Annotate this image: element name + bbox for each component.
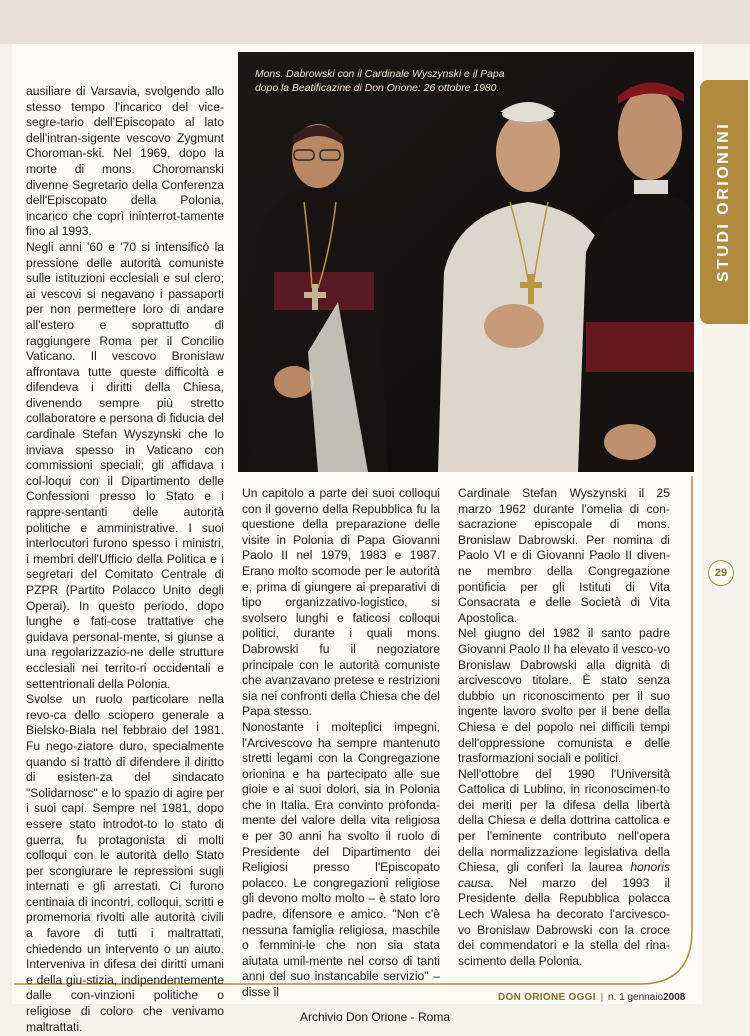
issue-year: 2008 — [663, 992, 686, 1003]
text-column-1 — [26, 84, 224, 1034]
text-column-2 — [242, 486, 440, 999]
footer-issue-info — [498, 992, 685, 1003]
paragraph-text: Nell'ottobre del 1990 l'Università Cattolica di Lublino, in riconoscimen-to dei meriti per la difesa della libertà della Chiesa e della dottrina cattolica e per l'eminente contributo nell'opera della normalizzazione legislativa della Chiesa, gli conferì la laurea — [458, 766, 670, 875]
issue-label: n. 1 gennaio — [608, 992, 664, 1003]
magazine-name: DON ORIONE OGGI — [498, 992, 596, 1003]
paragraph: ausiliare di Varsavia, svolgendo allo stesso tempo l'incarico del vice-segre-tario dell'Episcopato al lato dell'intran-sigente vescovo Zygmunt Choroman-ski. Nel 1969, dopo la morte di mons. Choromanski divenne Segretario della Conferenza dell'Episcopato della Polonia, incarico che coprì ininterrot-tamente fino al 1993. — [26, 84, 224, 239]
paragraph: Un capitolo a parte dei suoi colloqui con il governo della Repubblica fu la questione della preparazione delle visite in Polonia di Papa Giovanni Paolo II nel 1979, 1983 e 1987. Erano molto scomode per le autorità e, prima di giungere ai preparativi di tipo organizzativo-logistico, si svolsero lunghi e faticosi colloqui politici, durante i quali mons. Dabrowski fu il negoziatore principale con le autorità comuniste che avanzavano pretese e restrizioni sia nei confronti della Chiesa che del Papa stesso. — [242, 486, 440, 719]
paragraph-text: . Nel marzo del 1993 il Presidente della Repubblica polacca Lech Walesa ha decorato l'arcivesco-vo Bronislaw Dabrowski con la croce dei commendatori e la stella del rina-scimento della Polonia. — [458, 875, 670, 968]
paragraph — [458, 767, 670, 970]
section-tab — [700, 80, 748, 324]
photo-caption: Mons. Dabrowski con il Cardinale Wyszynski e il Papa dopo la Beatificazine di Don Orione: 26 ottobre 1980. — [255, 69, 505, 94]
paragraph: Negli anni '60 e '70 si intensificò la pressione delle autorità comuniste sulle istituzioni ecclesiali e sul clero; ai vescovi si negavano i passaporti per non permettere loro di andare all'estero e soprattutto di raggiungere Roma per il Concilio Vaticano. Il vescovo Bronislaw affrontava tutte queste difficoltà e difendeva i diritti della Chiesa, divenendo sempre più stretto collaboratore e persona di fiducia del cardinale Stefan Wyszynski che lo inviava spesso in Vaticano con commissioni speciali; gli affidava i col-loqui con il Dipartimento delle Confessioni presso lo Stato e i rappre-sentanti delle autorità politiche e amministrative. I suoi interlocutori furono spesso i ministri, i membri dell'Ufficio della Politica e i segretari del Comitato Centrale di PZPR (Partito Polacco Unito degli Operai). In questo periodo, dopo lunghe e fati-cose trattative che guidava personal-mente, si giunse a una regolarizzazio-ne delle strutture ecclesiali nei territo-ri occidentali e settentrionali della Polonia. — [26, 239, 224, 691]
page-number: 29 — [708, 560, 734, 586]
text-column-3 — [458, 486, 670, 970]
archive-credit: Archivio Don Orione - Roma — [299, 1010, 451, 1024]
italic-phrase: honoris causa — [458, 860, 670, 890]
section-tab-label: STUDI ORIONINI — [715, 121, 732, 283]
paragraph: Nel giugno del 1982 il santo padre Giovanni Paolo II ha elevato il vesco-vo Bronislaw Dabrowski alla dignità di arcivescovo titolare. È stato senza dubbio un riconoscimento per il suo ingente lavoro svolto per il bene della Chiesa e del popolo nei difficili tempi dell'oppressione comunista e delle trasformazioni sociali e politici. — [458, 626, 670, 766]
footer-separator: | — [600, 992, 604, 1003]
photo-illustration — [238, 52, 694, 472]
paragraph: Nonostante i molteplici impegni, l'Arcivescovo ha sempre mantenuto stretti legami con la Congregazione orionina e ha partecipato alle sue gioie e ai suoi dolori, sia in Polonia che in Italia. Era convinto profonda-mente del valore della vita religiosa e per 30 anni ha svolto il ruolo di Presidente del Dipartimento dei Religiosi presso l'Episcopato polacco. Le congregazioni religiose gli devono molto molto – è stato loro padre, difensore e amico. "Non c'è nessuna famiglia religiosa, maschile o femmini-le che non sia stata aiutata umil-mente nel corso di tanti anni del suo instancabile servizio" – disse il — [242, 719, 440, 999]
paragraph: Svolse un ruolo particolare nella revo-ca dello sciopero generale a Bielsko-Biala nel febbraio del 1981. Fu nego-ziatore duro, specialmente quando si trattò di difendere il diritto di esisten-za del sindacato "Solidarnosc" e lo spazio di agire per i suoi capi. Sempre nel 1981, dopo essere stato introdot-to lo stato di guerra, fu protagonista di molti colloqui con le autorità dello Stato per scongiurare le repressioni sugli internati e gli arrestati. Ci furono centinaia di incontri, colloqui, scritti e promemoria rivolti alle autorità civili a favore di tutti i maltrattati, chiedendo un intervento o un aiuto. Interveniva in difesa dei diritti umani e della giu-stizia, indipendentemente dalle con-vinzioni politiche o religiose di coloro che venivamo maltrattati. — [26, 692, 224, 1034]
paragraph: Cardinale Stefan Wyszynski il 25 marzo 1962 durante l'omelia di con-sacrazione episcopale di mons. Bronislaw Dabrowski. Per nomina di Paolo VI e di Giovanni Paolo II diven-ne membro della Congregazione pontificia per gli Istituti di Vita Consacrata e delle Società di Vita Apostolica. — [458, 486, 670, 625]
photo-pope-cardinal-bishop — [238, 52, 694, 472]
